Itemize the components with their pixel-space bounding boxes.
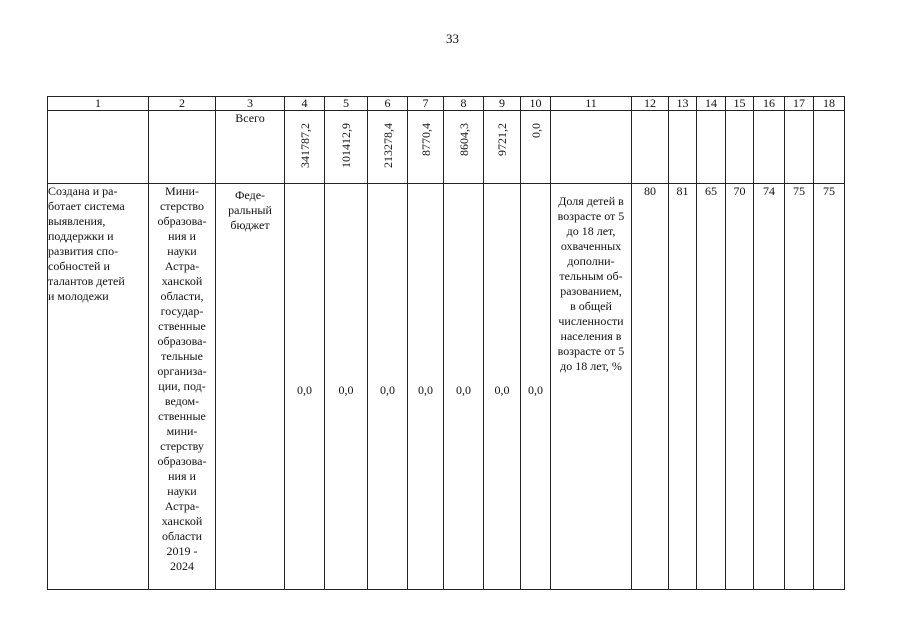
text-line: населения в: [560, 329, 622, 343]
text-line: поддержки и: [48, 229, 114, 243]
text-line: охваченных: [560, 239, 622, 253]
text-line: разованием,: [560, 284, 622, 298]
text-line: ственные: [158, 409, 206, 423]
text-line: ральный: [228, 203, 272, 217]
text-line: государ-: [160, 304, 204, 318]
col-number: 13: [669, 97, 697, 111]
text-line: и молодежи: [48, 289, 109, 303]
text-line: ции, под-: [158, 379, 206, 393]
text-line: ственные: [158, 319, 206, 333]
amount-cell: [444, 184, 484, 590]
text-line: выявления,: [48, 214, 106, 228]
col-number: 6: [368, 97, 408, 111]
text-line: 2019 -: [166, 544, 198, 558]
event-text: [48, 184, 148, 304]
text-line: организа-: [157, 364, 207, 378]
program-table: [47, 96, 845, 590]
text-line: стерство: [159, 199, 205, 213]
total-value: 101412,9: [339, 123, 353, 168]
amount-cell: [408, 184, 444, 590]
text-line: до 18 лет, %: [560, 359, 622, 373]
col-number: 11: [551, 97, 632, 111]
text-line: ханской: [161, 274, 203, 288]
col-number: 15: [726, 97, 754, 111]
text-line: ханской: [161, 514, 203, 528]
indicator-value: 75: [823, 184, 835, 198]
total-value: 341787,2: [297, 123, 312, 168]
col-number: 12: [632, 97, 669, 111]
amount-value: 0,0: [528, 383, 543, 397]
col-number: 9: [484, 97, 521, 111]
text-line: ния и: [168, 469, 196, 483]
text-line: 2024: [170, 559, 194, 573]
total-value: 0,0: [528, 123, 543, 138]
amount-value: 0,0: [380, 383, 395, 397]
amount-value: 0,0: [297, 383, 312, 397]
text-line: тельным об-: [559, 269, 623, 283]
text-line: области,: [160, 289, 204, 303]
text-line: ния и: [168, 229, 196, 243]
col-number: 5: [325, 97, 368, 111]
page-number: 33: [446, 31, 459, 46]
source-cell: [216, 184, 285, 590]
total-cell: [484, 111, 521, 184]
text-line: тельные: [161, 349, 203, 363]
total-cell: [368, 111, 408, 184]
amount-value: 0,0: [494, 383, 510, 397]
text-line: возрасте от 5: [557, 209, 625, 223]
col-number: 1: [48, 97, 149, 111]
indicator-value-cell: [754, 184, 785, 590]
text-line: в общей: [570, 299, 612, 313]
col-number: 4: [285, 97, 325, 111]
total-cell: [408, 111, 444, 184]
source-text: [216, 188, 284, 233]
amount-cell: [285, 184, 325, 590]
totals-row: [48, 111, 845, 184]
indicator-value: 75: [793, 184, 805, 198]
col-number: 16: [754, 97, 785, 111]
empty-cell: [669, 111, 697, 184]
indicator-value-cell: [726, 184, 754, 590]
col-number: 14: [697, 97, 726, 111]
empty-cell: [726, 111, 754, 184]
indicator-value: 81: [676, 184, 689, 198]
text-line: науки: [167, 244, 197, 258]
total-cell: [285, 111, 325, 184]
text-line: Доля детей в: [558, 194, 624, 208]
text-line: численности: [558, 314, 624, 328]
text-line: образова-: [157, 454, 207, 468]
amount-value: 0,0: [418, 383, 433, 397]
indicator-value: 74: [763, 184, 775, 198]
indicator-value-cell: [814, 184, 845, 590]
col-number: 2: [149, 97, 216, 111]
event-cell: [48, 184, 149, 590]
text-line: стерству: [160, 439, 204, 453]
text-line: собностей и: [48, 259, 110, 273]
text-line: развития спо-: [48, 244, 119, 258]
total-value: 8770,4: [418, 123, 433, 156]
indicator-value: 65: [705, 184, 717, 198]
col-number: 17: [785, 97, 814, 111]
col-number: 3: [216, 97, 285, 111]
text-line: Создана и ра-: [48, 184, 118, 198]
text-line: Астра-: [164, 259, 200, 273]
empty-cell: [149, 111, 216, 184]
text-line: мини-: [166, 424, 198, 438]
empty-cell: [814, 111, 845, 184]
text-line: до 18 лет,: [566, 224, 616, 238]
empty-cell: [785, 111, 814, 184]
indicator-value-cell: [632, 184, 669, 590]
amount-value: 0,0: [338, 383, 354, 397]
amount-cell: [521, 184, 551, 590]
text-line: Астра-: [164, 499, 200, 513]
amount-value: 0,0: [456, 383, 471, 397]
amount-cell: [325, 184, 368, 590]
col-number: 8: [444, 97, 484, 111]
total-value: 9721,2: [495, 123, 509, 156]
text-line: области: [161, 529, 203, 543]
text-line: бюджет: [230, 218, 270, 232]
text-line: Феде-: [234, 188, 266, 202]
empty-cell: [632, 111, 669, 184]
text-line: талантов детей: [48, 274, 125, 288]
indicator-value: 70: [733, 184, 746, 198]
total-cell: [444, 111, 484, 184]
col-number: 7: [408, 97, 444, 111]
text-line: науки: [167, 484, 197, 498]
total-label: Всего: [216, 111, 285, 184]
executor-cell: [149, 184, 216, 590]
text-line: дополни-: [567, 254, 615, 268]
col-number: 10: [521, 97, 551, 111]
text-line: ведом-: [164, 394, 200, 408]
empty-cell: [551, 111, 632, 184]
column-number-row: [48, 97, 845, 111]
total-cell: [325, 111, 368, 184]
executor-text: [149, 184, 215, 574]
text-line: образова-: [157, 334, 207, 348]
indicator-value-cell: [669, 184, 697, 590]
col-number: 18: [814, 97, 845, 111]
empty-cell: [697, 111, 726, 184]
text-line: образова-: [157, 214, 207, 228]
empty-cell: [48, 111, 149, 184]
total-value: 213278,4: [380, 123, 395, 168]
indicator-value-cell: [697, 184, 726, 590]
indicator-text: [551, 194, 631, 374]
indicator-value: 80: [644, 184, 656, 198]
text-line: Мини-: [165, 184, 199, 198]
indicator-value-cell: [785, 184, 814, 590]
text-line: возрасте от 5: [557, 344, 625, 358]
empty-cell: [754, 111, 785, 184]
text-line: ботает система: [48, 199, 125, 213]
indicator-cell: [551, 184, 632, 590]
amount-cell: [368, 184, 408, 590]
total-cell: [521, 111, 551, 184]
total-value: 8604,3: [456, 123, 471, 156]
amount-cell: [484, 184, 521, 590]
table-row: [48, 184, 845, 590]
